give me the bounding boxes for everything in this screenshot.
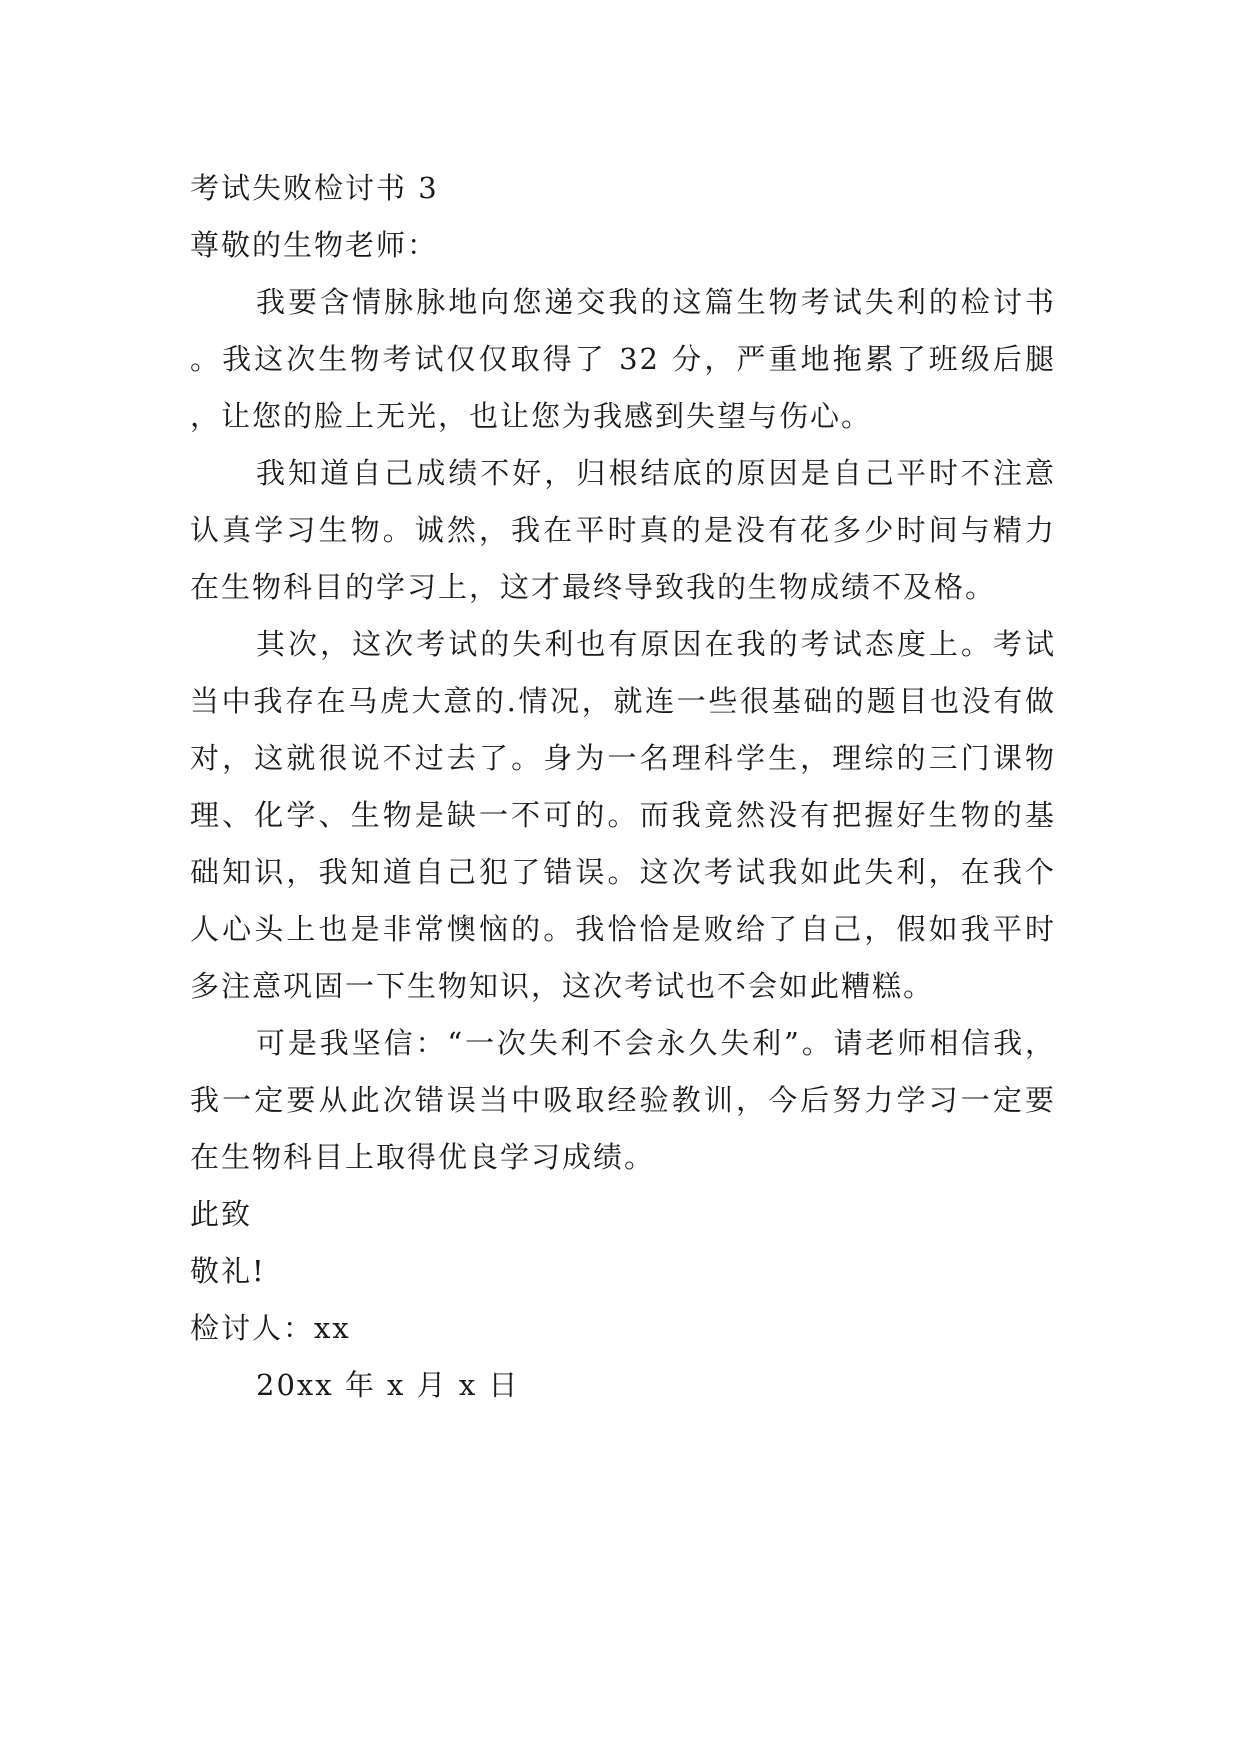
- paragraph-1: 我要含情脉脉地向您递交我的这篇生物考试失利的检讨书。我这次生物考试仅仅取得了 32 分，严重地拖累了班级后腿，让您的脸上无光，也让您为我感到失望与伤心。: [190, 285, 1056, 433]
- date: 20xx 年 x 月 x 日: [256, 1368, 520, 1402]
- salutation: 尊敬的生物老师：: [190, 228, 439, 262]
- document-body: [190, 160, 1056, 1414]
- signer: 检讨人：xx: [190, 1311, 351, 1345]
- paragraph-2: 我知道自己成绩不好，归根结底的原因是自己平时不注意认真学习生物。诚然，我在平时真的是没有花多少时间与精力在生物科目的学习上，这才最终导致我的生物成绩不及格。: [190, 456, 1056, 604]
- paragraph-4: 可是我坚信：“一次失利不会永久失利”。请老师相信我，我一定要从此次错误当中吸取经验教训，今后努力学习一定要在生物科目上取得优良学习成绩。: [190, 1026, 1056, 1174]
- document-title: 考试失败检讨书 3: [190, 171, 439, 205]
- closing-salute: 敬礼!: [190, 1254, 266, 1288]
- paragraph-3: 其次，这次考试的失利也有原因在我的考试态度上。考试当中我存在马虎大意的.情况，就连一些很基础的题目也没有做对，这就很说不过去了。身为一名理科学生，理综的三门课物理、化学、生物是缺一不可的。而我竟然没有把握好生物的基础知识，我知道自己犯了错误。这次考试我如此失利，在我个人心头上也是非常懊恼的。我恰恰是败给了自己，假如我平时多注意巩固一下生物知识，这次考试也不会如此糟糕。: [190, 627, 1056, 1003]
- closing-regards: 此致: [190, 1197, 253, 1231]
